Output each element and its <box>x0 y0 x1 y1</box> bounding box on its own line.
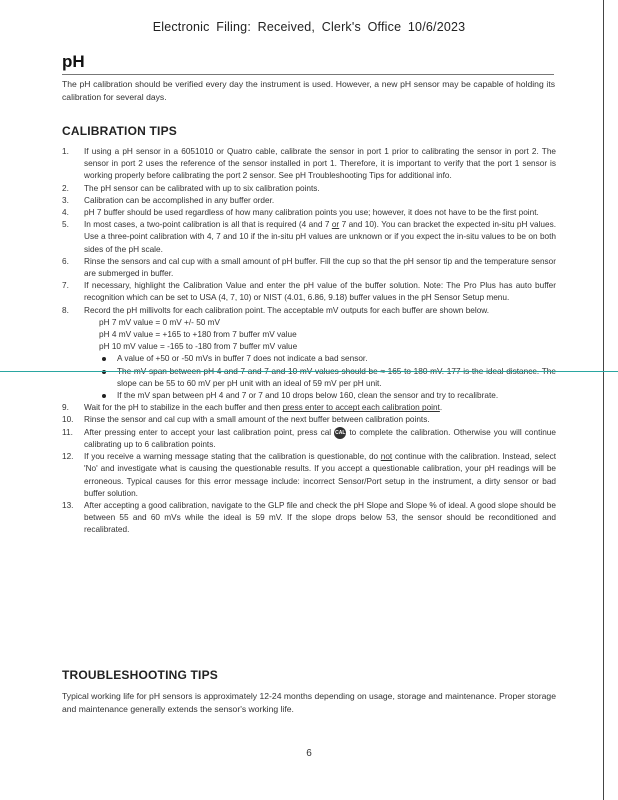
bullet-text: If the mV span between pH 4 and 7 or 7 and 10 drops below 160, clean the sensor and try to recalibrate. <box>117 391 499 401</box>
underlined-text: press enter to accept each calibration point <box>282 403 440 413</box>
calibration-tips-heading: CALIBRATION TIPS <box>62 124 177 138</box>
item-number: 13. <box>62 501 74 511</box>
item-text: to complete the calibration. Otherwise you will continue calibrating up to 6 calibration points. <box>84 427 556 450</box>
item-text: If using a pH sensor in a 6051010 or Quatro cable, calibrate the sensor in port 1 prior to calibrating the sensor in port 2. The sensor in port 2 uses the reference of the sensor installed in port 1. Therefore, it is important to verify that the port 1 sensor is working properly before calibrating the port 2 sensor. See pH Troubleshooting Tips for additional info. <box>84 147 556 181</box>
intro-paragraph: The pH calibration should be verified every day the instrument is used. However, a new pH sensor may be capable of holding its calibration for several days. <box>62 79 555 102</box>
item-text: Rinse the sensors and cal cup with a small amount of pH buffer. Fill the cup so that the pH sensor tip and the temperature sensor are submerged in buffer. <box>84 256 556 279</box>
list-item <box>62 427 556 452</box>
mv-value-line: pH 10 mV value = -165 to -180 from 7 buffer mV value <box>99 342 298 352</box>
item-number: 4. <box>62 208 69 218</box>
scan-artifact-line <box>0 371 618 372</box>
mv-value-line: pH 7 mV value = 0 mV +/- 50 mV <box>99 317 221 327</box>
item-text: If you receive a warning message stating that the calibration is questionable, do <box>84 452 381 462</box>
filing-stamp: Electronic Filing: Received, Clerk's Office 10/6/2023 <box>152 20 466 34</box>
title-divider <box>62 74 554 75</box>
item-number: 5. <box>62 220 69 230</box>
item-text: If necessary, highlight the Calibration Value and enter the pH value of the buffer solution. Note: The Pro Plus has auto buffer recognition which can be set to USA (4, 7, 10) or NIST (4.01, 6.86, 9.18) buffer values in the pH Sensor Setup menu. <box>84 281 556 303</box>
item-text: pH 7 buffer should be used regardless of how many calibration points you use; however, it does not have to be the first point. <box>84 208 539 218</box>
item-text: After accepting a good calibration, navigate to the GLP file and check the pH Slope and Slope % of ideal. A good slope should be between 55 and 60 mVs while the ideal is 59 mV. If the slope drops below 53, the sensor should be reconditioned and recalibrated. <box>84 501 556 535</box>
item-text: Rinse the sensor and cal cup with a small amount of the next buffer between calibration points. <box>84 415 430 425</box>
item-number: 10. <box>62 415 74 425</box>
list-item <box>62 451 556 500</box>
item-number: 11. <box>62 427 73 437</box>
bullet-icon <box>102 357 106 361</box>
bullet-text: A value of +50 or -50 mVs in buffer 7 does not indicate a bad sensor. <box>117 354 368 364</box>
item-number: 8. <box>62 305 69 315</box>
item-number: 3. <box>62 195 69 205</box>
list-item <box>62 256 556 280</box>
item-number: 12. <box>62 452 74 462</box>
item-number: 7. <box>62 281 69 291</box>
list-item <box>62 500 556 537</box>
item-number: 1. <box>62 147 69 156</box>
list-item <box>62 305 556 403</box>
list-item <box>62 183 556 195</box>
page-title: pH <box>62 52 85 71</box>
list-item <box>62 195 556 207</box>
list-item <box>62 414 556 426</box>
item-text: In most cases, a two-point calibration is all that is required (4 and 7 <box>84 220 332 230</box>
item-text: 7 and 10). You can bracket the expected in-situ pH values. Use a three-point calibration with 4, 7 and 10 if the in-situ pH values are unknown or if you expect the in-situ values to be on both sides of the pH scale. <box>84 220 556 254</box>
bullet-text: slope can be 55 to 60 mV per pH unit with an ideal of 59 mV per pH unit. <box>117 378 382 388</box>
item-text: The pH sensor can be calibrated with up to six calibration points. <box>84 183 320 193</box>
item-number: 9. <box>62 403 69 413</box>
item-text: Wait for the pH to stabilize in the each buffer and then <box>84 403 283 413</box>
bullet-item <box>99 366 556 390</box>
list-item <box>62 402 556 414</box>
item-text: . <box>439 403 443 413</box>
item-text: Record the pH millivolts for each calibration point. The acceptable mV outputs for each buffer are shown below. <box>84 305 490 315</box>
list-item <box>62 146 556 183</box>
troubleshooting-paragraph: Typical working life for pH sensors is approximately 12-24 months depending on usage, storage and maintenance. Proper storage and maintenance generally extends the sensor's working life. <box>62 691 556 714</box>
page-number: 6 <box>306 748 312 759</box>
list-item <box>62 280 556 304</box>
item-number: 6. <box>62 256 69 266</box>
list-item <box>62 219 556 256</box>
list-item <box>62 207 556 219</box>
troubleshooting-tips-heading: TROUBLESHOOTING TIPS <box>62 668 219 682</box>
calibration-tips-list <box>62 146 556 537</box>
cal-key-icon: CAL <box>334 427 346 439</box>
mv-notes-list <box>84 353 556 402</box>
bullet-item <box>99 353 556 365</box>
bullet-icon <box>102 394 106 398</box>
mv-values <box>84 317 556 354</box>
underlined-text: or <box>331 220 340 230</box>
item-text: Calibration can be accomplished in any buffer order. <box>84 195 275 205</box>
item-text: continue with the calibration. Instead, select 'No' and investigate what is causing the questionable results. If you accept a questionable calibration, your pH readings will be erroneous. Typical causes for this error message include: incorrect Sensor/Port setup in the instrument, a dirty sensor or bad buffer solution. <box>84 452 556 498</box>
page-border <box>603 0 604 800</box>
item-number: 2. <box>62 183 69 193</box>
item-text: After pressing enter to accept your last calibration point, press cal <box>84 427 335 437</box>
underlined-text: not <box>380 452 393 462</box>
mv-value-line: pH 4 mV value = +165 to +180 from 7 buffer mV value <box>99 330 297 340</box>
bullet-item <box>99 390 556 402</box>
